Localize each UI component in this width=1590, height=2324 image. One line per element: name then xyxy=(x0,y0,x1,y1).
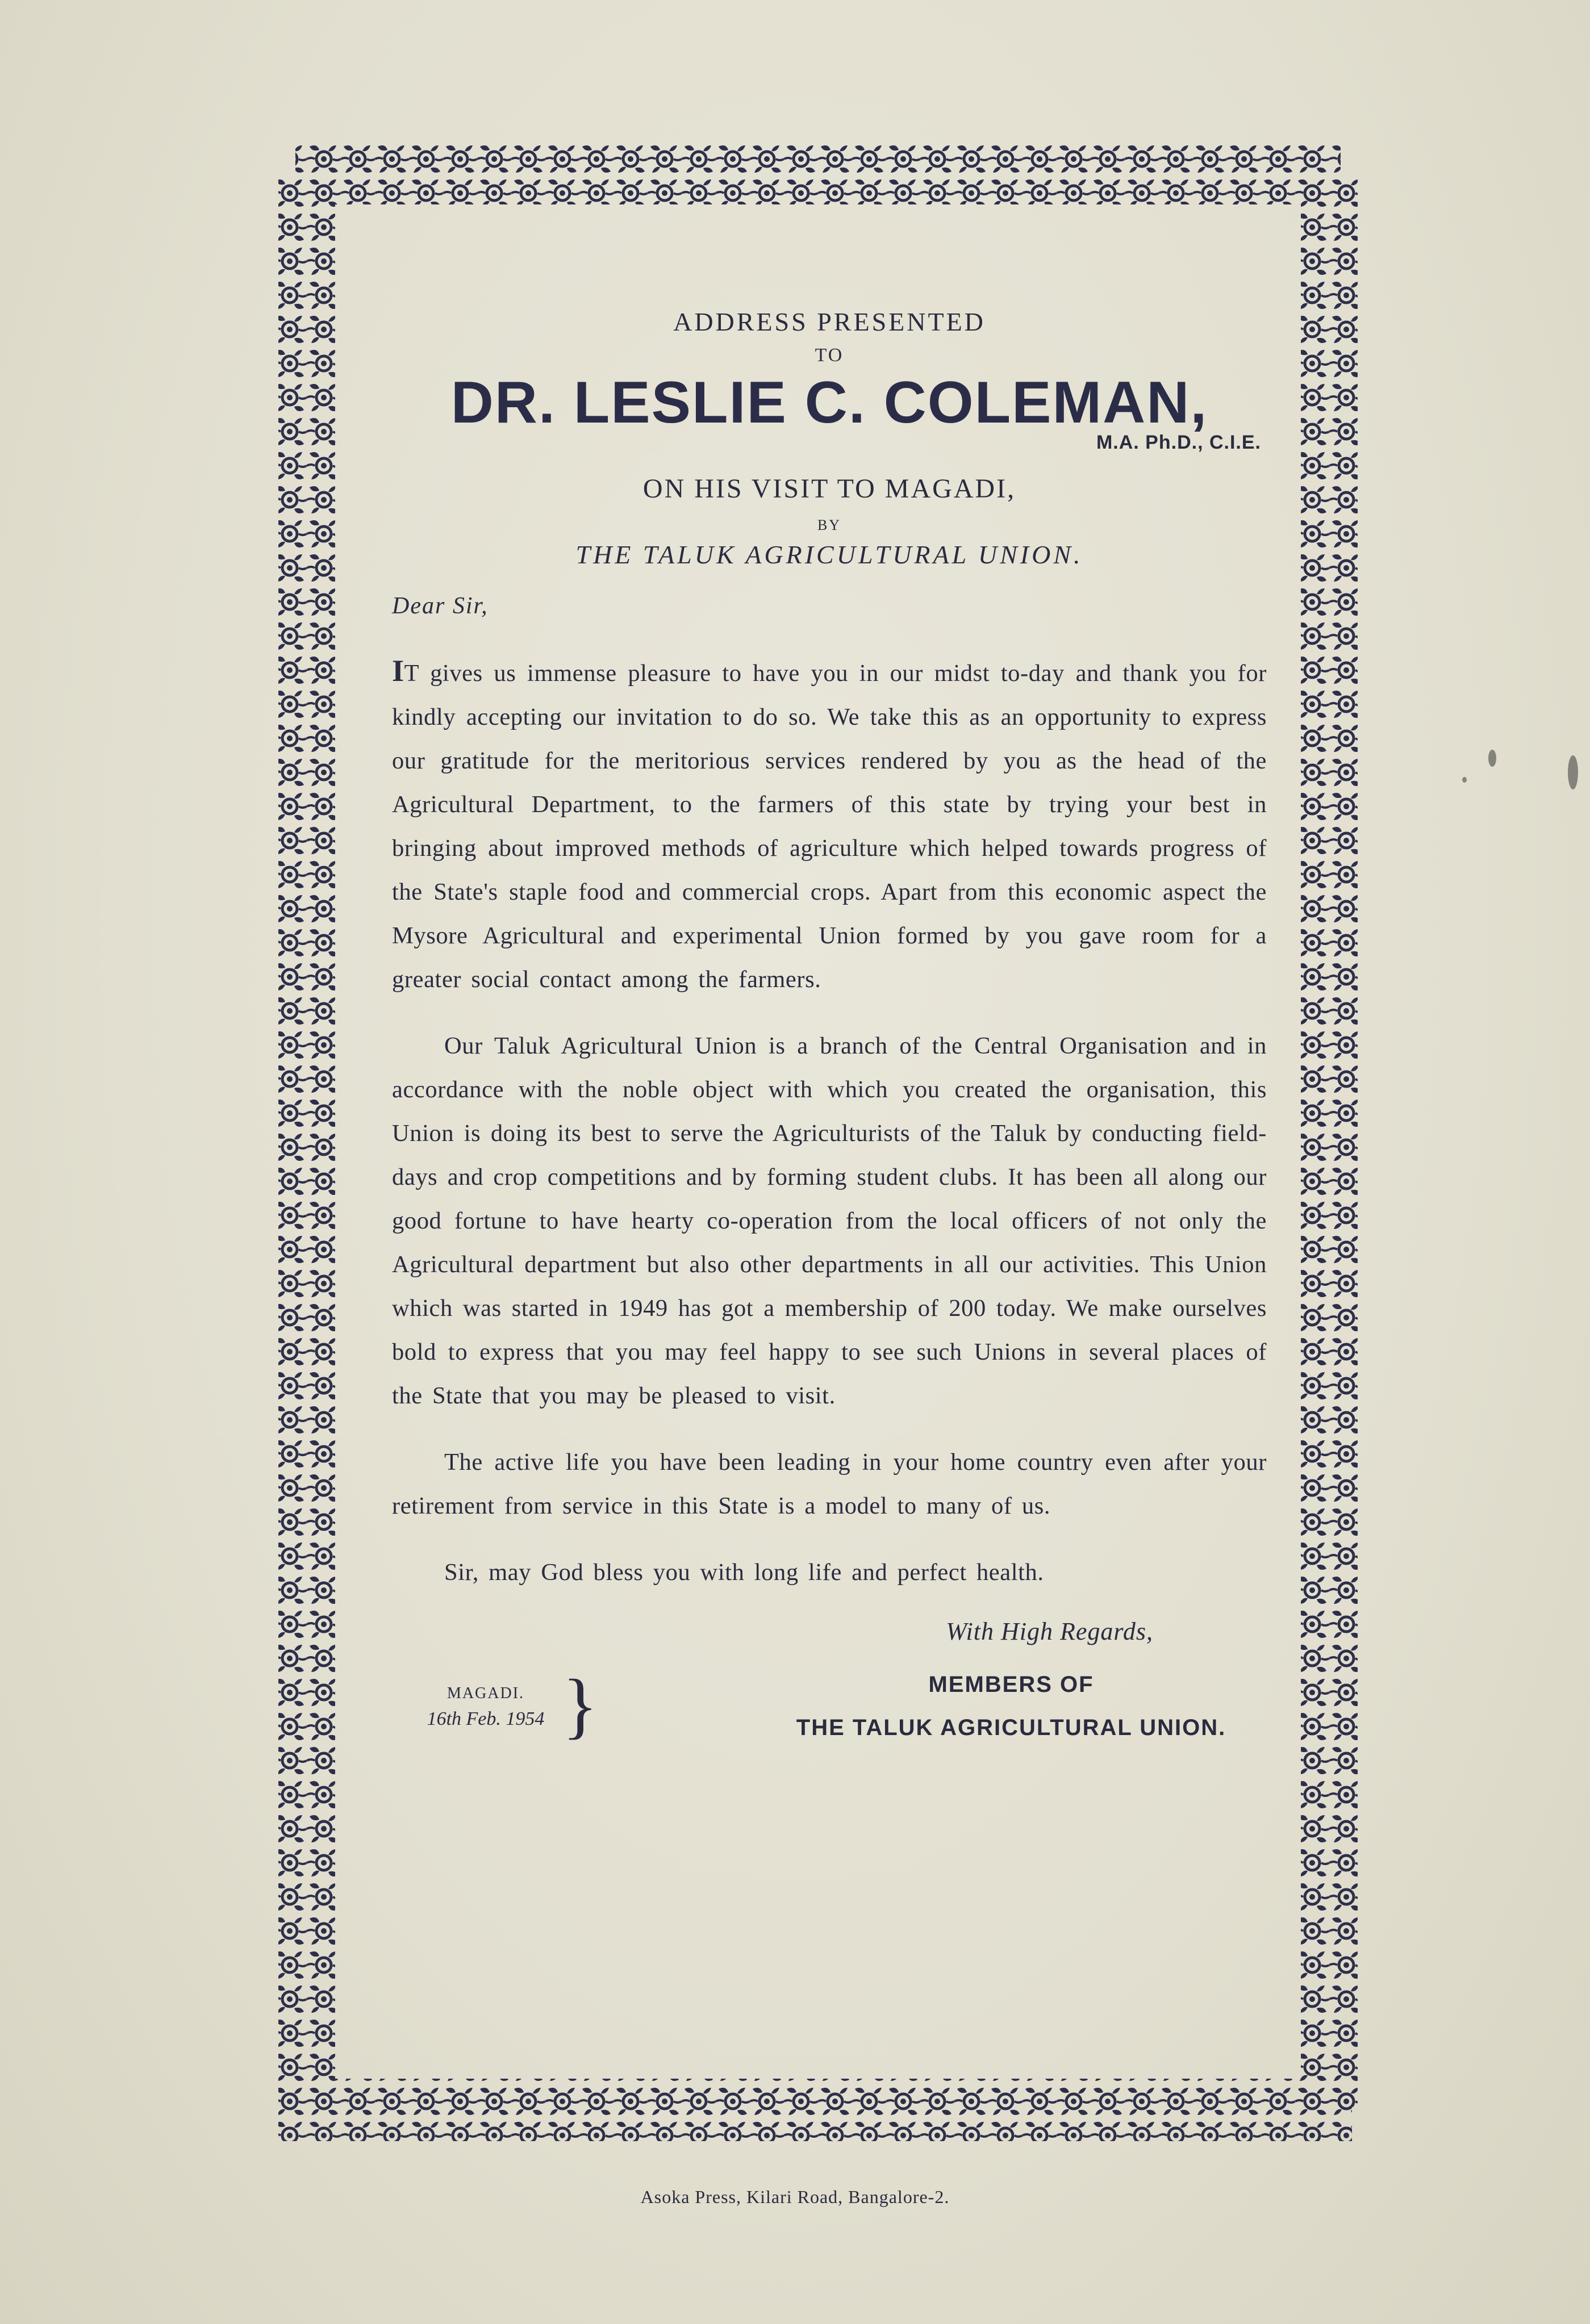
heading-address-presented: ADDRESS PRESENTED xyxy=(673,307,986,336)
drop-cap-rest: T xyxy=(404,660,419,687)
occasion-line: ON HIS VISIT TO MAGADI, xyxy=(642,474,1016,504)
paragraph-1-text: gives us immense pleasure to have you in our midst to-day and thank you for kindly accepting our invitation to do so. We take this as an opportunity to express our gratitude for the meritorious services rendered by you as the head of the Agricultural Department, to the farmers of this state by trying your best in bringing about improved methods of agriculture which helped towards progress of the State's staple food and commercial crops. Apart from this economic aspect the Mysore Agricultural and experimental Union formed by you gave room for a greater social contact among the farmers. xyxy=(392,660,1267,993)
signatory-line-1: MEMBERS OF xyxy=(928,1672,1094,1698)
recipient-prefix: DR. xyxy=(450,370,556,436)
heading-to: TO xyxy=(815,345,844,366)
recipient-name-text: LESLIE C. COLEMAN, xyxy=(573,370,1208,436)
ink-spot xyxy=(1488,750,1496,767)
paragraph-2: Our Taluk Agricultural Union is a branch of the Central Organisation and in accordance with the noble object with which you created the organisation, this Union is doing its best to serve the Agriculturists of the Taluk by conducting field-days and crop competitions and by forming student clubs. It has been all along our good fortune to have hearty co-operation from the local officers of not only the Agricultural department but also other departments in all our activities. This Union which was started in 1949 has got a membership of 200 today. We make ourselves bold to express that you may feel happy to see such Unions in several places of the State that you may be pleased to visit. xyxy=(392,1033,1267,1410)
paragraph-4: Sir, may God bless you with long life and perfect health. xyxy=(444,1559,1044,1586)
place: MAGADI. xyxy=(446,1685,525,1703)
salutation: Dear Sir, xyxy=(392,593,489,620)
place-date xyxy=(392,1685,579,1730)
by-line: BY xyxy=(817,517,842,534)
signatory-line-2: THE TALUK AGRICULTURAL UNION. xyxy=(796,1715,1226,1741)
signatory xyxy=(756,1663,1267,1749)
closing-regards: With High Regards, xyxy=(946,1617,1153,1646)
signature-block xyxy=(392,1663,1267,1777)
ink-spot xyxy=(1462,777,1467,783)
recipient-name xyxy=(392,372,1267,434)
printer-imprint: Asoka Press, Kilari Road, Bangalore-2. xyxy=(640,2187,950,2207)
recipient-degrees: M.A. Ph.D., C.I.E. xyxy=(1096,432,1261,454)
address-body xyxy=(392,295,1267,2113)
drop-cap: I xyxy=(392,654,404,688)
ink-spot xyxy=(1568,755,1578,789)
paragraph-1 xyxy=(392,649,1267,1001)
presenter-line: THE TALUK AGRICULTURAL UNION. xyxy=(575,540,1083,570)
date: 16th Feb. 1954 xyxy=(427,1708,545,1730)
brace-glyph: } xyxy=(562,1665,598,1747)
paragraph-3: The active life you have been leading in your home country even after your retirement from service in this State is a model to many of us. xyxy=(392,1449,1267,1520)
